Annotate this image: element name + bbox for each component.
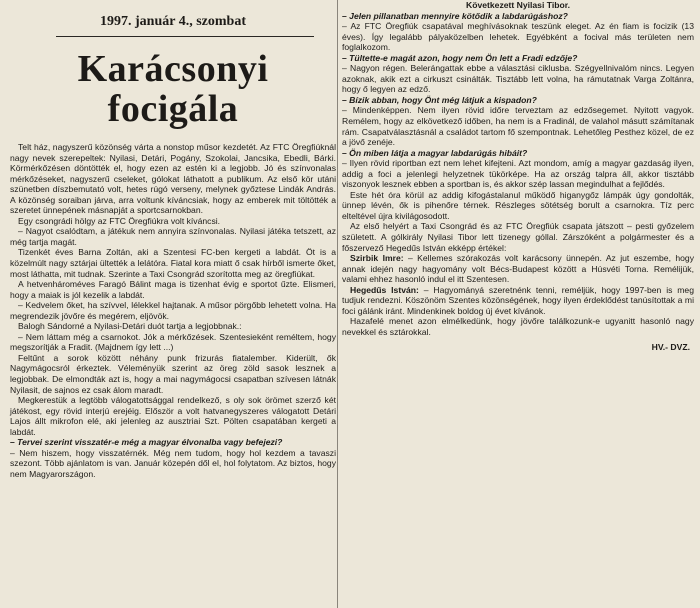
right-article-body bbox=[342, 0, 694, 338]
article-paragraph: – Kedvelem őket, ha szívvel, lélekkel hajtanak. A műsor pörgőbb lehetett volna. Ha megrendezik jövőre és megérem, eljövök. bbox=[10, 300, 336, 321]
article-paragraph: Hazafelé menet azon elmélkedünk, hogy jövőre találkozunk-e ugyanitt hasonló nagy nevekkel és sztárokkal. bbox=[342, 316, 694, 337]
article-paragraph: – Nagyot csalódtam, a játékuk nem annyira színvonalas. Nyilasi játéka tetszett, az még tartja magát. bbox=[10, 226, 336, 247]
speaker-quote bbox=[342, 285, 694, 317]
speaker-name: Szirbik Imre: bbox=[350, 253, 404, 264]
left-article-body bbox=[10, 142, 336, 480]
section-intro: Következett Nyilasi Tibor. bbox=[466, 0, 570, 10]
article-paragraph: Az első helyért a Taxi Csongrád és az FTC Öregfiúk csapata játszott – pesti győzelem született. A gólkirály Nyilasi Tibor lett tizenegy góllal. Zárszóként a polgármester és a főszervező Hegedűs István ekképp értékel: bbox=[342, 221, 694, 253]
article-paragraph: Balogh Sándorné a Nyilasi-Detári duót tartja a legjobbnak.: bbox=[18, 321, 242, 332]
interview-answer: – Nem hiszem, hogy visszatérnék. Még nem tudom, hogy hol kezdem a tavaszi szezont. Több ajánlatom is van. Január közepén dől el, hol folytatom. Az biztos, hogy nem Magyarországon. bbox=[10, 447, 336, 479]
headline-line-2: focigála bbox=[107, 88, 239, 130]
column-divider bbox=[337, 0, 338, 608]
article-paragraph: Este hét óra körül az addig kifogástalanul működő higanygőz lámpák úgy gondolták, ünnep lévén, ők is pihenőre térnek. Részleges sötétség borult a csarnokra. Tíz perc elteltével újra kivilágosodott. bbox=[342, 189, 694, 221]
speaker-quote bbox=[342, 253, 694, 285]
date-line: 1997. január 4., szombat bbox=[100, 14, 246, 29]
interview-question: – Ön miben látja a magyar labdarúgás hibáit? bbox=[342, 147, 528, 158]
article-paragraph: Egy csongrádi hölgy az FTC Öregfiúkra volt kíváncsi. bbox=[18, 215, 221, 226]
interview-answer: – Ilyen rövid riportban ezt nem lehet kifejteni. Azt mondom, amíg a magyar gazdaság ilyen, addig a foci a jelenlegi helyzetnek tükörképe. Ha az ország talpra áll, akkor tisztább viszonyok lesznek ebben a sportban is, és akkor szép lassan megindulhat a fejlődés. bbox=[342, 158, 694, 190]
author-signature: HV.- DVZ. bbox=[651, 341, 690, 352]
article-paragraph: – Nem láttam még a csarnokot. Jók a mérkőzések. Szentesieként reméltem, hogy megszorítják a Fradit. (Majdnem így lett ...) bbox=[10, 331, 336, 353]
article-paragraph: Feltűnt a sorok között néhány punk frizurás fiatalember. Kiderült, ők Nagymágocsról érkeztek. Véleményük szerint az öreg zöld sasok lesznek a legjobbak. De elmondták azt is, hogy a mai nagymágocsi csapatban szívesen látnák Nyilasit, de sajnos ez csak álom maradt. bbox=[10, 352, 336, 395]
article-paragraph: Telt ház, nagyszerű közönség várta a nonstop műsor kezdetét. Az FTC Öregfiúknál nagy nevek szerepeltek: Nyilasi, Detári, Pogány, Szokolai, Jancsika, Ebedli, Bárki. Körmérkőzésen döntötték el, hogy ezen az estén ki a legjobb. Jó és színvonalas mérkőzéseket, nagyszerű cseleket, gólokat láthatott a publikum. Az első kör utáni szünetben díszbemutató volt, hetes rúgó verseny, melynek győztese Lindák András. A közönség soraiban járva, arra voltunk kíváncsiak, hogy az emberek mit töltötték a szeretet ünnepének másnapját a sportcsarnokban. bbox=[10, 142, 336, 216]
headline bbox=[10, 49, 336, 129]
interview-answer: – Mindenképpen. Nem ilyen rövid időre terveztam az edzősegemet. Nyitott vagyok. Remélem, hogy az elkövetkező időben, ha nem is a Fradinál, de valahol másutt számítanak rám. Csapatválasztásnál a családot tartom fő szempontnak. Lehetőleg Pesthez közel, de ez a jövő zenéje. bbox=[342, 105, 694, 148]
interview-question: – Jelen pillanatban mennyire kötődik a labdarúgáshoz? bbox=[342, 10, 568, 21]
article-paragraph: Megkerestük a legtöbb válogatottsággal rendelkező, s oly sok örömet szerző két játékost, egy rövid interjú erejéig. Először a volt hatvanegyszeres válogatott Detári Lajos állt mikrofon elé, aki jelenleg az ausztriai Szt. Pölten csapatában kergeti a labdát. bbox=[10, 395, 336, 437]
interview-question: – Tültette-e magát azon, hogy nem Ön lett a Fradi edzője? bbox=[342, 52, 578, 63]
headline-line-1: Karácsonyi bbox=[77, 48, 269, 90]
article-paragraph: Tizenkét éves Barna Zoltán, aki a Szentesi FC-ben kergeti a labdát. Öt is a közelmúlt nagy sztárjai ültették a lelátóra. Fiatal kora miatt ő csak hírből ismerte őket, most láthatta, mit tudnak. Szerinte a Taxi Csongrád szorította meg az öregfiúkat. bbox=[10, 247, 336, 279]
right-column bbox=[342, 0, 694, 352]
interview-answer: – Nagyon régen. Belerángattak ebbe a választási ciklusba. Szégyellnivalóm nincs. Legyen azoknak, akik ezt a cirkuszt csinálták. Tisztább lett volna, ha rámutatnak Varga Zoltánra, hogy ő legyen az edző. bbox=[342, 63, 694, 95]
left-column bbox=[10, 0, 336, 480]
interview-question: – Tervei szerint visszatér-e még a magyar élvonalba vagy befejezi? bbox=[10, 437, 283, 448]
article-paragraph: A hetvenhároméves Faragó Bálint maga is tizenhat évig e sportot űzte. Elismeri, hogy a maiak is jól kezelik a labdát. bbox=[10, 279, 336, 300]
interview-question: – Bízik abban, hogy Önt még látjuk a kispadon? bbox=[342, 94, 537, 105]
interview-answer: – Az FTC Öregfiúk csapatával meghívásoknak teszünk eleget. Az én fiam is focizik (13 éves). Így legalább pályaközelben lehetek. Egyébként a focival más területen nem foglalkozom. bbox=[342, 21, 694, 53]
speaker-text: – Kellemes szórakozás volt karácsony ünnepén. Az jut eszembe, hogy annak idején nagy hagyomány volt Bécs-Budapest között a Húsvéti Torna. Remélijük, valami ehhez hasonló indul el itt Szentesen. bbox=[342, 253, 694, 285]
date-rule bbox=[56, 36, 314, 37]
speaker-name: Hegedűs István: bbox=[350, 284, 419, 295]
speaker-text: – Hagyományá szeretnénk tenni, reméljük, hogy 1997-ben is meg tudjuk rendezni. Köszönöm Szentes közönségének, hogy ilyen érdeklődést tanúsítottak a mi foci gálánk iránt. Mindenkinek boldog új évet kívánok. bbox=[342, 284, 694, 316]
